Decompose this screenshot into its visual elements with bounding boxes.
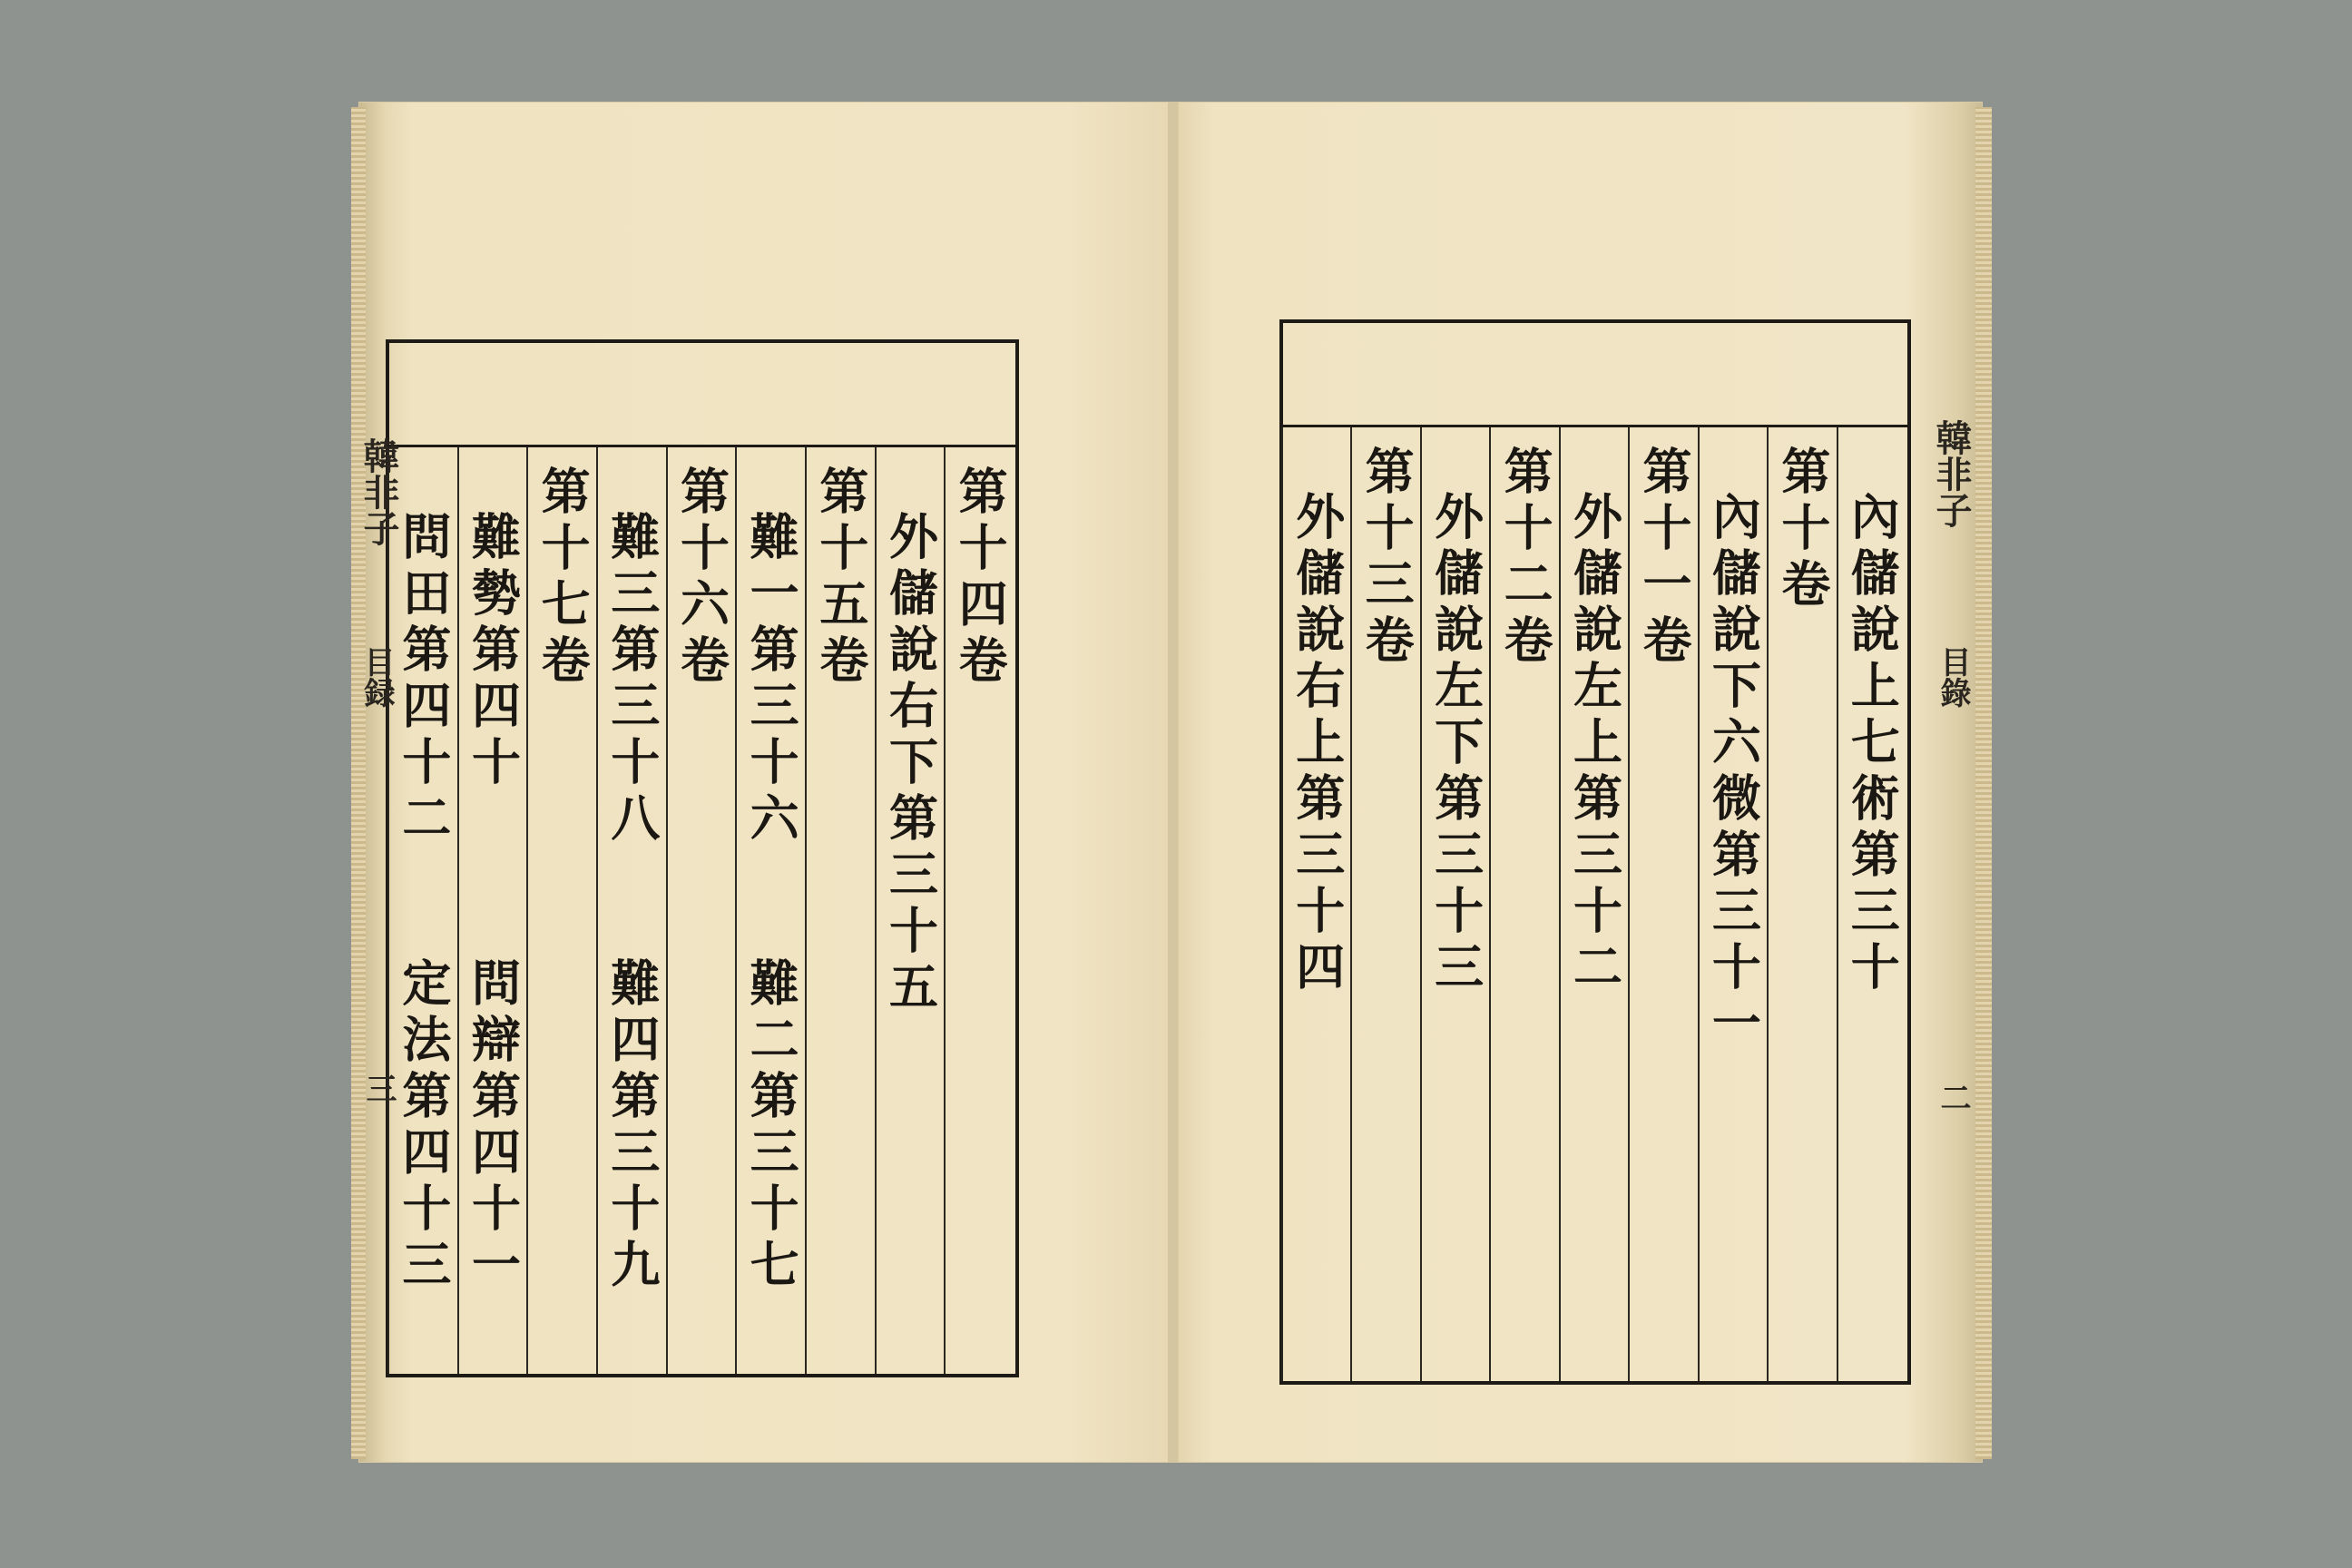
chapter-title: 外儲說右上第三十四 <box>1288 491 1347 997</box>
open-book <box>358 102 1983 1463</box>
volume-heading: 第十卷 <box>1773 446 1832 614</box>
left_page-column <box>387 447 459 1374</box>
left_page-column <box>805 447 877 1374</box>
volume-heading: 第十四卷 <box>951 466 1010 691</box>
right_page-column <box>1350 427 1421 1381</box>
chapter-title: 問辯第四十一 <box>464 956 523 1295</box>
left_page-column <box>457 447 529 1374</box>
right_page-column <box>1420 427 1491 1381</box>
right-margin-folio: 二 <box>1935 1082 1971 1112</box>
left-margin-title: 韓非子 <box>358 437 400 546</box>
volume-heading: 第十三卷 <box>1357 446 1416 671</box>
right_page-column <box>1489 427 1560 1381</box>
right_page-column <box>1698 427 1769 1381</box>
left_page-column <box>875 447 946 1374</box>
page-edges-right <box>1975 107 1992 1459</box>
right-print-frame <box>1279 319 1911 1385</box>
volume-heading: 第十七卷 <box>534 466 593 691</box>
left_page-column <box>944 447 1015 1374</box>
right-page <box>1178 102 1983 1463</box>
left_page-column <box>666 447 738 1374</box>
right_page-column <box>1559 427 1630 1381</box>
chapter-title: 外儲說左上第三十二 <box>1565 491 1624 997</box>
chapter-title: 難三第三十八 <box>603 511 662 848</box>
chapter-title: 外儲說右下第三十五 <box>881 511 940 1017</box>
chapter-title: 難一第三十六 <box>742 511 801 848</box>
chapter-title: 難四第三十九 <box>603 956 662 1295</box>
left-page <box>358 102 1172 1463</box>
chapter-title: 內儲說上七術第三十 <box>1843 491 1902 997</box>
left-margin-section: 目録 <box>358 646 395 708</box>
chapter-title: 問田第四十二 <box>394 511 453 848</box>
chapter-title: 難勢第四十 <box>464 511 523 792</box>
left_page-column <box>526 447 598 1374</box>
right-margin-title: 韓非子 <box>1930 419 1973 528</box>
chapter-title: 外儲說左下第三十三 <box>1426 491 1485 997</box>
left_page-column <box>596 447 668 1374</box>
right_page-column <box>1281 427 1352 1381</box>
right_page-column <box>1628 427 1699 1381</box>
right-margin-section: 目錄 <box>1935 646 1971 708</box>
right-frame-header <box>1283 323 1907 427</box>
volume-heading: 第十一卷 <box>1634 446 1693 671</box>
volume-heading: 第十六卷 <box>672 466 731 691</box>
chapter-title: 內儲說下六微第三十一 <box>1704 491 1763 1054</box>
chapter-title: 定法第四十三 <box>394 956 453 1295</box>
left-frame-header <box>389 343 1015 447</box>
left_page-column <box>735 447 807 1374</box>
right_page-column <box>1837 427 1907 1381</box>
right_page-column <box>1767 427 1838 1381</box>
page-edges-left <box>351 107 366 1459</box>
chapter-title: 難二第三十七 <box>742 956 801 1295</box>
volume-heading: 第十二卷 <box>1496 446 1555 671</box>
left-margin-folio: 三 <box>360 1073 397 1103</box>
volume-heading: 第十五卷 <box>811 466 870 691</box>
left-print-frame <box>386 339 1019 1377</box>
